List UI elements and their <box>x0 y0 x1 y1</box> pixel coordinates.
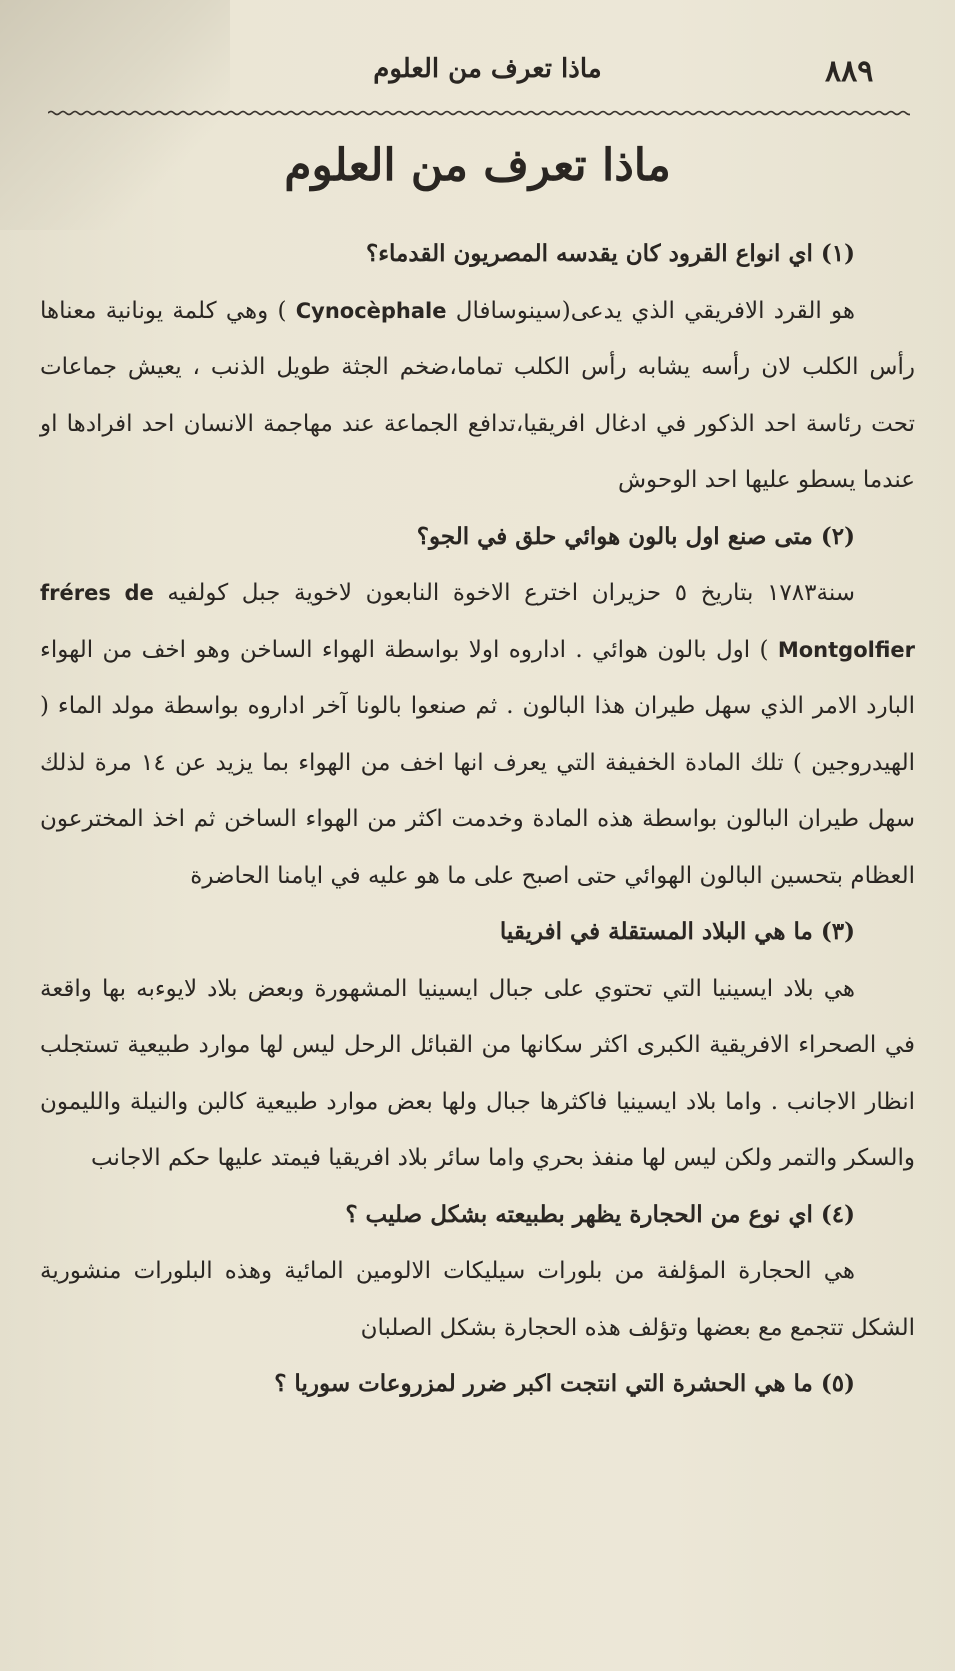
answer-1-text-a: هو القرد الافريقي الذي يدعى(سينوسافال <box>446 297 855 324</box>
answer-1-text-b: ) وهي كلمة يونانية معناها رأس الكلب لان رأسه يشابه رأس الكلب تماما،ضخم الجثة طويل الذنب ، يعيش جماعات تحت رئاسة احد الذكور في ادغال افريقيا،تدافع الجماعة عند مهاجمة الانسان احد افرادها او عندما يسطو عليها احد الوحوش <box>40 297 915 493</box>
question-4: (٤) اي نوع من الحجارة يظهر بطبيعته بشكل صليب ؟ <box>345 1200 855 1228</box>
answer-4: هي الحجارة المؤلفة من بلورات سيليكات الالومين المائية وهذه البلورات منشورية الشكل تتجمع مع بعضها وتؤلف هذه الحجارة بشكل الصلبان <box>40 1258 915 1341</box>
running-title: ماذا تعرف من العلوم <box>373 54 602 84</box>
answer-2 <box>40 565 915 904</box>
running-head <box>60 50 915 100</box>
answer-1 <box>40 283 915 509</box>
section-title: ماذا تعرف من العلوم <box>284 140 671 191</box>
question-1: (١) اي انواع القرود كان يقدسه المصريون القدماء؟ <box>366 240 855 267</box>
question-2: (٢) متى صنع اول بالون هوائي حلق في الجو؟ <box>416 522 855 550</box>
question-3: (٣) ما هي البلاد المستقلة في افريقيا <box>499 918 855 945</box>
term-montgolfier: fréres de Montgolfier <box>40 581 915 662</box>
answer-2-text-b: ) اول بالون هوائي . اداروه اولا بواسطة الهواء الساخن وهو اخف من الهواء البارد الامر الذي سهل طيران هذا البالون . ثم صنعوا بالونا آخر اداروه بواسطة مولد الماء ( الهيدروجين ) تلك المادة الخفيفة التي يعرف انها اخف من الهواء بما يزيد عن ١٤ مرة لذلك سهل طيران البالون بواسطة هذه المادة وخدمت اكثر من الهواء الساخن ثم اخذ المخترعون العظام بتحسين البالون الهوائي حتى اصبح على ما هو عليه في ايامنا الحاضرة <box>40 636 915 889</box>
page-number: ٨٨٩ <box>825 54 874 89</box>
answer-2-text-a: سنة١٧٨٣ بتاريخ ٥ حزيران اخترع الاخوة النابعون لاخوية جبل كولفيه <box>153 580 856 606</box>
article-body <box>40 226 915 1413</box>
wavy-divider <box>48 108 910 118</box>
term-cynocephale: Cynocèphale <box>295 298 447 323</box>
question-5: (٥) ما هي الحشرة التي انتجت اكبر ضرر لمزروعات سوريا ؟ <box>274 1370 855 1397</box>
answer-3: هي بلاد ايسينيا التي تحتوي على جبال ايسينيا المشهورة وبعض بلاد لايوءبه بها واقعة في الصحراء الافريقية الكبرى اكثر سكانها من القبائل الرحل ليس لها موارد طبيعية تستجلب انظار الاجانب . واما بلاد ايسينيا فاكثرها جبال ولها بعض موارد طبيعية كالبن والنيلة والليمون والسكر والتمر ولكن ليس لها منفذ بحري واما سائر بلاد افريقيا فيمتد عليها حكم الاجانب <box>40 975 915 1171</box>
